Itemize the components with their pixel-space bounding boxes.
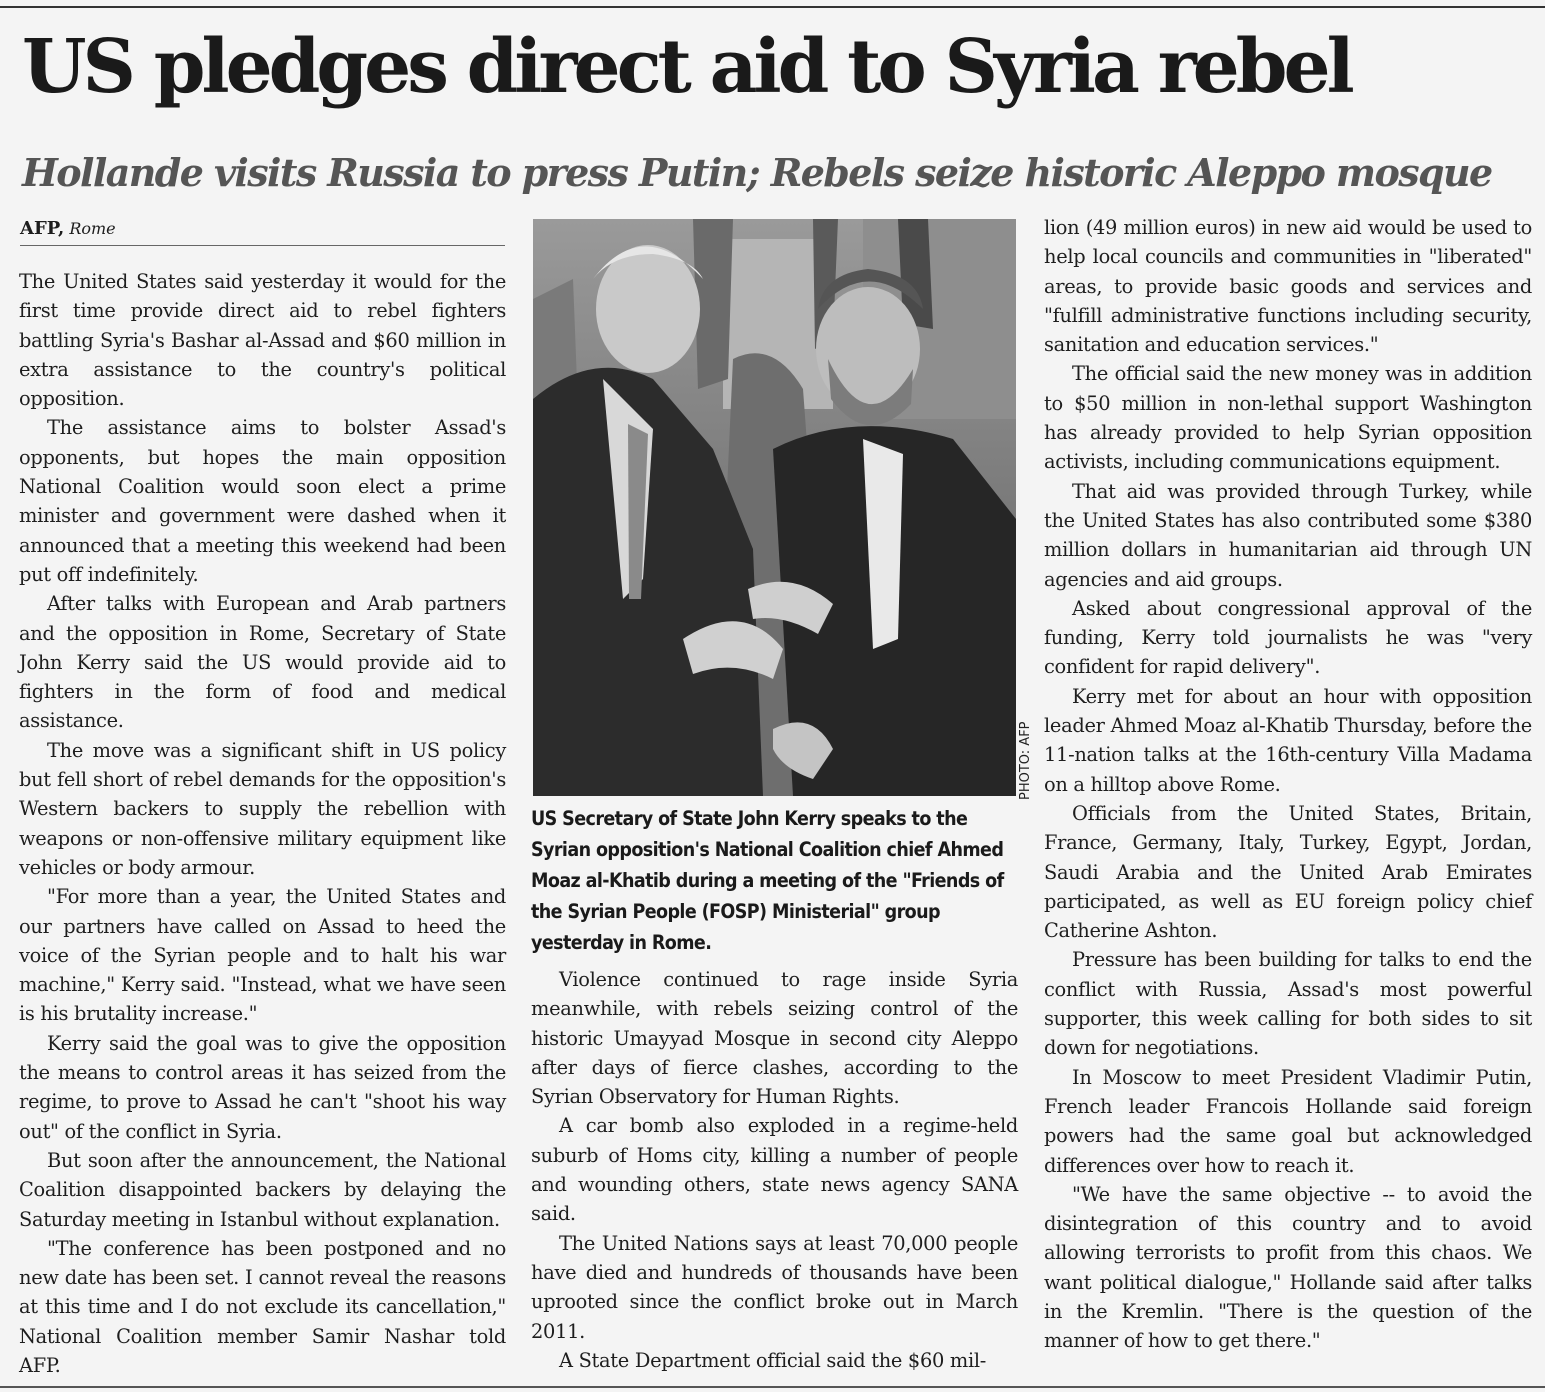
photo-illustration [533, 219, 1016, 796]
paragraph: The United States said yesterday it would for the first time provide direct aid to rebel fighters battling Syria's Bashar al-Assad and $60 million in extra assistance to the country's political opposition. [19, 270, 506, 411]
paragraph: "For more than a year, the United States and our partners have called on Assad to heed the voice of the Syrian people and to halt his war machine," Kerry said. "Instead, what we have seen is his brutality increase." [19, 885, 506, 1026]
paragraph: Violence continued to rage inside Syria meanwhile, with rebels seizing control of the historic Umayyad Mosque in second city Aleppo after days of fierce clashes, according to the Syrian Observatory for Human Rights. [531, 968, 1018, 1109]
paragraph: Asked about congressional approval of the funding, Kerry told journalists he was "very confident for rapid delivery". [1044, 596, 1532, 679]
paragraph: "The conference has been postponed and no new date has been set. I cannot reveal the reasons at this time and I do not exclude its cancellation," National Coalition member Samir Nashar told AFP. [19, 1236, 506, 1377]
paragraph: Kerry met for about an hour with opposition leader Ahmed Moaz al-Khatib Thursday, before the 11-nation talks at the 16th-century Villa Madama on a hilltop above Rome. [1044, 684, 1532, 796]
subheadline: Hollande visits Russia to press Putin; Rebels seize historic Aleppo mosque [22, 150, 1492, 195]
paragraph: In Moscow to meet President Vladimir Putin, French leader Francois Hollande said foreign powers had the same goal but acknowledged differences over how to reach it. [1044, 1065, 1532, 1177]
headline: US pledges direct aid to Syria rebel [22, 24, 1351, 110]
photo-caption: US Secretary of State John Kerry speaks to the Syrian opposition's National Coalition chief Ahmed Moaz al-Khatib during a meeting of the "Friends of the Syrian People (FOSP) Ministerial" group yesterday in Rome. [531, 807, 1004, 954]
news-photo [533, 219, 1016, 796]
paragraph: "We have the same objective -- to avoid the disintegration of this country and to avoid allowing terrorists to profit from this chaos. We want political dialogue," Hollande said after talks in the Kremlin. "There is the question of the manner of how to get there." [1044, 1182, 1532, 1353]
paragraph: The move was a significant shift in US policy but fell short of rebel demands for the opposition's Western backers to supply the rebellion with weapons or non-offensive military equipment like vehicles or body armour. [19, 738, 506, 879]
top-rule [0, 6, 1545, 8]
paragraph: The United Nations says at least 70,000 people have died and hundreds of thousands have been uprooted since the conflict broke out in March 2011. [531, 1231, 1018, 1343]
article-column-3 [1044, 213, 1532, 1356]
photo-credit: PHOTO: AFP [1018, 721, 1033, 800]
paragraph: A State Department official said the $60 mil- [559, 1348, 987, 1372]
paragraph: lion (49 million euros) in new aid would be used to help local councils and communities in "liberated" areas, to provide basic goods and services and "fulfill administrative functions including security, sanitation and education services." [1044, 216, 1532, 357]
paragraph: A car bomb also exploded in a regime-held suburb of Homs city, killing a number of people and wounding others, state news agency SANA said. [531, 1114, 1018, 1226]
paragraph: That aid was provided through Turkey, while the United States has also contributed some $380 million dollars in humanitarian aid through UN agencies and aid groups. [1044, 479, 1532, 591]
paragraph: The assistance aims to bolster Assad's opponents, but hopes the main opposition National Coalition would soon elect a prime minister and government were dashed when it announced that a meeting this weekend had been put off indefinitely. [19, 416, 506, 586]
byline-agency: AFP, [20, 218, 65, 239]
paragraph: Officials from the United States, Britain, France, Germany, Italy, Turkey, Egypt, Jordan, Saudi Arabia and the United Arab Emirates participated, as well as EU foreign policy chief Catherine Ashton. [1044, 801, 1532, 943]
byline [20, 218, 505, 246]
paragraph: But soon after the announcement, the National Coalition disappointed backers by delaying the Saturday meeting in Istanbul without explanation. [19, 1148, 506, 1231]
article-column-1 [19, 267, 506, 1380]
paragraph: After talks with European and Arab partners and the opposition in Rome, Secretary of State John Kerry said the US would provide aid to fighters in the form of food and medical assistance. [19, 592, 506, 733]
article-column-2 [531, 965, 1018, 1375]
paragraph: Pressure has been building for talks to end the conflict with Russia, Assad's most powerful supporter, this week calling for both sides to sit down for negotiations. [1044, 948, 1532, 1060]
paragraph: Kerry said the goal was to give the opposition the means to control areas it has seized from the regime, to prove to Assad he can't "shoot his way out" of the conflict in Syria. [19, 1031, 506, 1143]
bottom-rule [0, 1386, 1545, 1388]
paragraph: The official said the new money was in addition to $50 million in non-lethal support Washington has already provided to help Syrian opposition activists, including communications equipment. [1044, 362, 1532, 474]
byline-place: Rome [69, 219, 116, 238]
